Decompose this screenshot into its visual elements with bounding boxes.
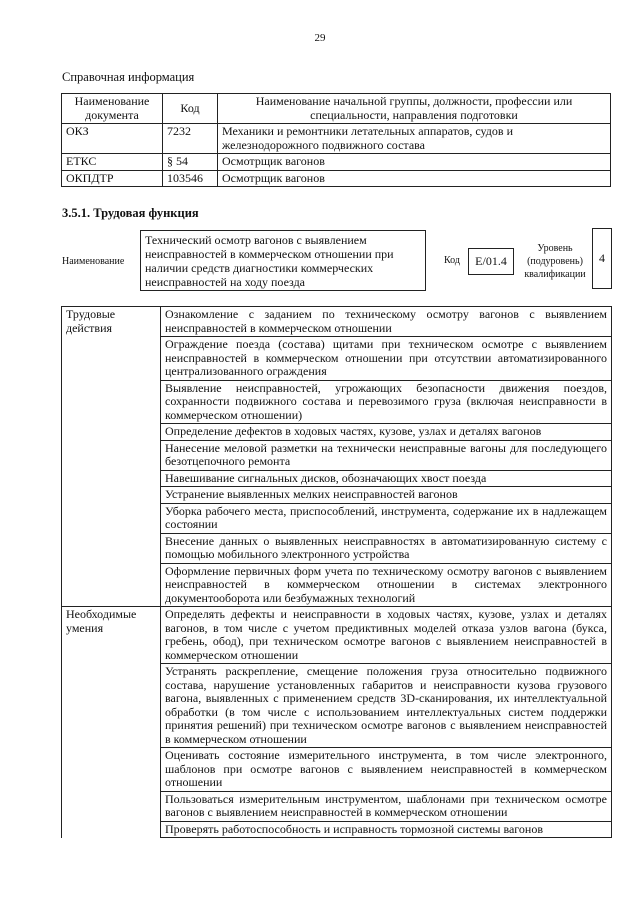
list-item: Уборка рабочего места, приспособлений, инструмента, содержание их в надлежащем состоянии: [161, 503, 612, 533]
cell-code: § 54: [163, 154, 218, 171]
table-row: [62, 748, 612, 792]
function-code: E/01.4: [468, 248, 514, 275]
header-code: Код: [163, 94, 218, 124]
qualification-level-label: Уровень (подуровень) квалификации: [524, 243, 586, 280]
table-row: [62, 607, 612, 664]
table-row: [62, 791, 612, 821]
list-item: Определять дефекты и неисправности в ходовых частях, кузове, узлах и деталях вагонов, в том числе с учетом предиктивных моделей отказа узлов вагона (букса, гребень, обод), при техническом осмотре вагонов с выявлением неисправностей в коммерческом отношении: [161, 607, 612, 664]
list-item: Ограждение поезда (состава) щитами при техническом осмотре с выявлением неисправностей в коммерческом отношении при отсутствии автоматизированного централизованного ограждения: [161, 337, 612, 381]
table-row: [62, 124, 611, 154]
table-row: [62, 487, 612, 504]
list-item: Оформление первичных форм учета по техническому осмотру вагонов с выявлением неисправностей в коммерческом отношении в системах электронного документооборота или безбумажных технологий: [161, 563, 612, 607]
table-row: [62, 337, 612, 381]
header-document: Наименование документа: [62, 94, 163, 124]
cell-document: ОКПДТР: [62, 170, 163, 187]
table-row: [62, 380, 612, 424]
cell-document: ЕТКС: [62, 154, 163, 171]
list-item: Ознакомление с заданием по техническому осмотру вагонов с выявлением неисправностей в коммерческом отношении: [161, 307, 612, 337]
page-number: 29: [314, 32, 326, 44]
table-row: [62, 470, 612, 487]
list-item: Внесение данных о выявленных неисправностях в автоматизированную систему с помощью мобильного электронного устройства: [161, 533, 612, 563]
table-row: [62, 563, 612, 607]
function-heading: 3.5.1. Трудовая функция: [62, 206, 199, 220]
cell-document: ОКЗ: [62, 124, 163, 154]
reference-table: [61, 93, 611, 187]
table-row: [62, 424, 612, 441]
function-details-table: [61, 306, 612, 838]
cell-name: Механики и ремонтники летательных аппаратов, судов и железнодорожного подвижного состава: [218, 124, 611, 154]
reference-label: Справочная информация: [62, 70, 195, 84]
function-code-label: Код: [444, 255, 460, 266]
list-item: Устранять раскрепление, смещение положения груза относительно подвижного состава, нарушение установленных габаритов и неисправности кузова грузового вагона, выявленных с применением средств 3D-сканирования, их интеллектуальной обработки (в том числе с использованием интеллектуальных систем поддержки принятия решений) при техническом осмотре вагонов с выявлением неисправностей в коммерческом отношении: [161, 664, 612, 748]
qualification-level: 4: [592, 228, 612, 289]
cell-code: 7232: [163, 124, 218, 154]
list-item: Навешивание сигнальных дисков, обозначающих хвост поезда: [161, 470, 612, 487]
table-row: [62, 503, 612, 533]
required-skills-label: Необходимые умения: [62, 607, 161, 664]
table-row: [62, 664, 612, 748]
table-row: [62, 821, 612, 838]
list-item: Нанесение меловой разметки на технически неисправные вагоны для последующего безотцепочного ремонта: [161, 440, 612, 470]
cell-code: 103546: [163, 170, 218, 187]
function-name: Технический осмотр вагонов с выявлением неисправностей в коммерческом отношении при наличии средств диагностики коммерческих неисправностей на ходу поезда: [140, 230, 426, 291]
list-item: Пользоваться измерительным инструментом, шаблонами при техническом осмотре вагонов с выявлением неисправностей в коммерческом отношении: [161, 791, 612, 821]
labor-actions-label: Трудовые действия: [62, 307, 161, 337]
header-name: Наименование начальной группы, должности, профессии или специальности, направления подготовки: [218, 94, 611, 124]
cell-name: Осмотрщик вагонов: [218, 154, 611, 171]
function-name-label: Наименование: [62, 256, 125, 267]
table-row: [62, 154, 611, 171]
cell-name: Осмотрщик вагонов: [218, 170, 611, 187]
table-row: [62, 440, 612, 470]
list-item: Устранение выявленных мелких неисправностей вагонов: [161, 487, 612, 504]
list-item: Определение дефектов в ходовых частях, кузове, узлах и деталях вагонов: [161, 424, 612, 441]
reference-table-header: [62, 94, 611, 124]
list-item: Выявление неисправностей, угрожающих безопасности движения поездов, сохранности подвижного состава и перевозимого груза (включая неисправности в коммерческом отношении): [161, 380, 612, 424]
table-row: [62, 170, 611, 187]
list-item: Оценивать состояние измерительного инструмента, в том числе электронного, шаблонов при осмотре вагонов с выявлением неисправностей в коммерческом отношении: [161, 748, 612, 792]
table-row: [62, 533, 612, 563]
table-row: [62, 307, 612, 337]
list-item: Проверять работоспособность и исправность тормозной системы вагонов: [161, 821, 612, 838]
